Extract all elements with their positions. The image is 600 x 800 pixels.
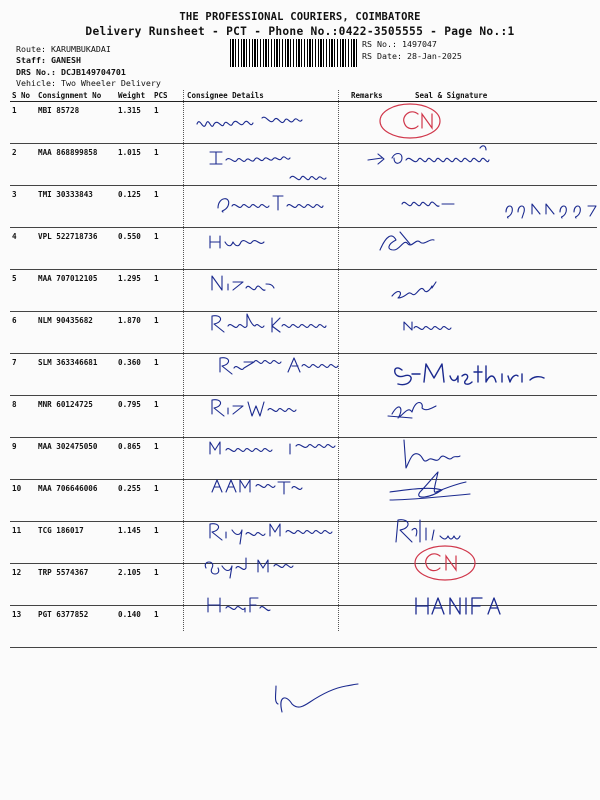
drs-line	[16, 67, 126, 77]
bottom-signature	[276, 684, 359, 712]
table-row	[10, 564, 597, 606]
sno-cell: 8	[10, 396, 36, 438]
remarks-cell	[349, 312, 391, 354]
table-row	[10, 102, 597, 144]
pcs-cell: 1	[152, 354, 185, 396]
table-row	[10, 522, 597, 564]
staff-label: Staff:	[16, 55, 46, 65]
sno-cell: 3	[10, 186, 36, 228]
remarks-cell	[349, 354, 391, 396]
pcs-cell: 1	[152, 606, 185, 648]
consignment-cell: TRP 5574367	[36, 564, 116, 606]
remarks-cell	[349, 438, 391, 480]
consignment-cell: MAA 868899858	[36, 144, 116, 186]
table-row	[10, 144, 597, 186]
pcs-cell: 1	[152, 312, 185, 354]
remarks-cell	[349, 480, 391, 522]
table-row	[10, 186, 597, 228]
weight-cell: 0.140	[116, 606, 152, 648]
sno-cell: 6	[10, 312, 36, 354]
route-label: Route: KARUMBUKADAI	[16, 44, 111, 54]
pcs-cell: 1	[152, 396, 185, 438]
barcode	[230, 39, 357, 67]
signature-cell	[391, 564, 597, 606]
weight-cell: 1.870	[116, 312, 152, 354]
signature-cell	[391, 102, 597, 144]
table-row	[10, 354, 597, 396]
col-header-consignee: Consignee Details	[185, 90, 349, 102]
weight-cell: 0.795	[116, 396, 152, 438]
vehicle-label: Vehicle: Two Wheeler Delivery	[16, 78, 161, 88]
remarks-cell	[349, 396, 391, 438]
remarks-cell	[349, 186, 391, 228]
remarks-cell	[349, 144, 391, 186]
consignment-cell: MAA 302475050	[36, 438, 116, 480]
signature-cell	[391, 312, 597, 354]
pcs-cell: 1	[152, 102, 185, 144]
signature-cell	[391, 186, 597, 228]
weight-cell: 2.105	[116, 564, 152, 606]
table-row	[10, 270, 597, 312]
weight-cell: 1.145	[116, 522, 152, 564]
consignee-cell	[185, 270, 349, 312]
remarks-cell	[349, 270, 391, 312]
consignee-cell	[185, 522, 349, 564]
signature-cell	[391, 480, 597, 522]
drs-label: DRS No.:	[16, 67, 56, 77]
staff-value: GANESH	[50, 55, 81, 65]
consignment-cell: TCG 186017	[36, 522, 116, 564]
consignment-cell: MAA 707012105	[36, 270, 116, 312]
rs-number: RS No.: 1497047	[362, 39, 437, 49]
weight-cell: 0.550	[116, 228, 152, 270]
column-divider	[338, 90, 339, 631]
consignee-cell	[185, 606, 349, 648]
col-header-pcs: PCS	[152, 90, 185, 102]
consignment-cell: MAA 706646006	[36, 480, 116, 522]
table-row	[10, 438, 597, 480]
consignee-cell	[185, 480, 349, 522]
sno-cell: 13	[10, 606, 36, 648]
signature-cell	[391, 438, 597, 480]
weight-cell: 1.295	[116, 270, 152, 312]
pcs-cell: 1	[152, 438, 185, 480]
table-header-row	[10, 90, 597, 102]
remarks-cell	[349, 564, 391, 606]
col-header-signature: Seal & Signature	[391, 90, 597, 102]
weight-cell: 0.125	[116, 186, 152, 228]
consignment-cell: TMI 30333843	[36, 186, 116, 228]
consignee-cell	[185, 312, 349, 354]
rs-date: RS Date: 28-Jan-2025	[362, 51, 462, 61]
remarks-cell	[349, 228, 391, 270]
pcs-cell: 1	[152, 270, 185, 312]
runsheet-table	[10, 90, 597, 648]
consignment-cell: PGT 6377852	[36, 606, 116, 648]
pcs-cell: 1	[152, 144, 185, 186]
pcs-cell: 1	[152, 228, 185, 270]
weight-cell: 0.865	[116, 438, 152, 480]
weight-cell: 1.315	[116, 102, 152, 144]
signature-cell	[391, 396, 597, 438]
consignee-cell	[185, 396, 349, 438]
drs-value: DCJB149704701	[60, 67, 126, 77]
consignment-cell: VPL 522718736	[36, 228, 116, 270]
col-header-weight: Weight	[116, 90, 152, 102]
signature-cell	[391, 354, 597, 396]
remarks-cell	[349, 606, 391, 648]
sno-cell: 4	[10, 228, 36, 270]
sno-cell: 12	[10, 564, 36, 606]
staff-line	[16, 55, 81, 65]
weight-cell: 1.015	[116, 144, 152, 186]
col-header-sno: S No	[10, 90, 36, 102]
consignee-cell	[185, 438, 349, 480]
col-header-consignment: Consignment No	[36, 90, 116, 102]
consignee-cell	[185, 102, 349, 144]
signature-cell	[391, 228, 597, 270]
weight-cell: 0.255	[116, 480, 152, 522]
consignment-cell: SLM 363346681	[36, 354, 116, 396]
consignment-cell: MNR 60124725	[36, 396, 116, 438]
sno-cell: 5	[10, 270, 36, 312]
sno-cell: 2	[10, 144, 36, 186]
column-divider	[183, 90, 184, 631]
consignee-cell	[185, 186, 349, 228]
table-row	[10, 228, 597, 270]
consignee-cell	[185, 228, 349, 270]
consignment-cell: MBI 85728	[36, 102, 116, 144]
remarks-cell	[349, 102, 391, 144]
sno-cell: 9	[10, 438, 36, 480]
consignee-cell	[185, 354, 349, 396]
table-row	[10, 396, 597, 438]
col-header-remarks: Remarks	[349, 90, 391, 102]
pcs-cell: 1	[152, 564, 185, 606]
signature-cell	[391, 522, 597, 564]
weight-cell: 0.360	[116, 354, 152, 396]
consignee-cell	[185, 564, 349, 606]
pcs-cell: 1	[152, 522, 185, 564]
sno-cell: 10	[10, 480, 36, 522]
sno-cell: 1	[10, 102, 36, 144]
table-row	[10, 312, 597, 354]
consignment-cell: NLM 90435682	[36, 312, 116, 354]
consignee-cell	[185, 144, 349, 186]
pcs-cell: 1	[152, 480, 185, 522]
pcs-cell: 1	[152, 186, 185, 228]
runsheet-title: Delivery Runsheet - PCT - Phone No.:0422-3505555 - Page No.:1	[85, 25, 515, 38]
table-row	[10, 480, 597, 522]
sno-cell: 7	[10, 354, 36, 396]
remarks-cell	[349, 522, 391, 564]
company-title: THE PROFESSIONAL COURIERS, COIMBATORE	[179, 11, 421, 23]
table-row	[10, 606, 597, 648]
signature-cell	[391, 270, 597, 312]
signature-cell	[391, 144, 597, 186]
signature-cell	[391, 606, 597, 648]
sno-cell: 11	[10, 522, 36, 564]
